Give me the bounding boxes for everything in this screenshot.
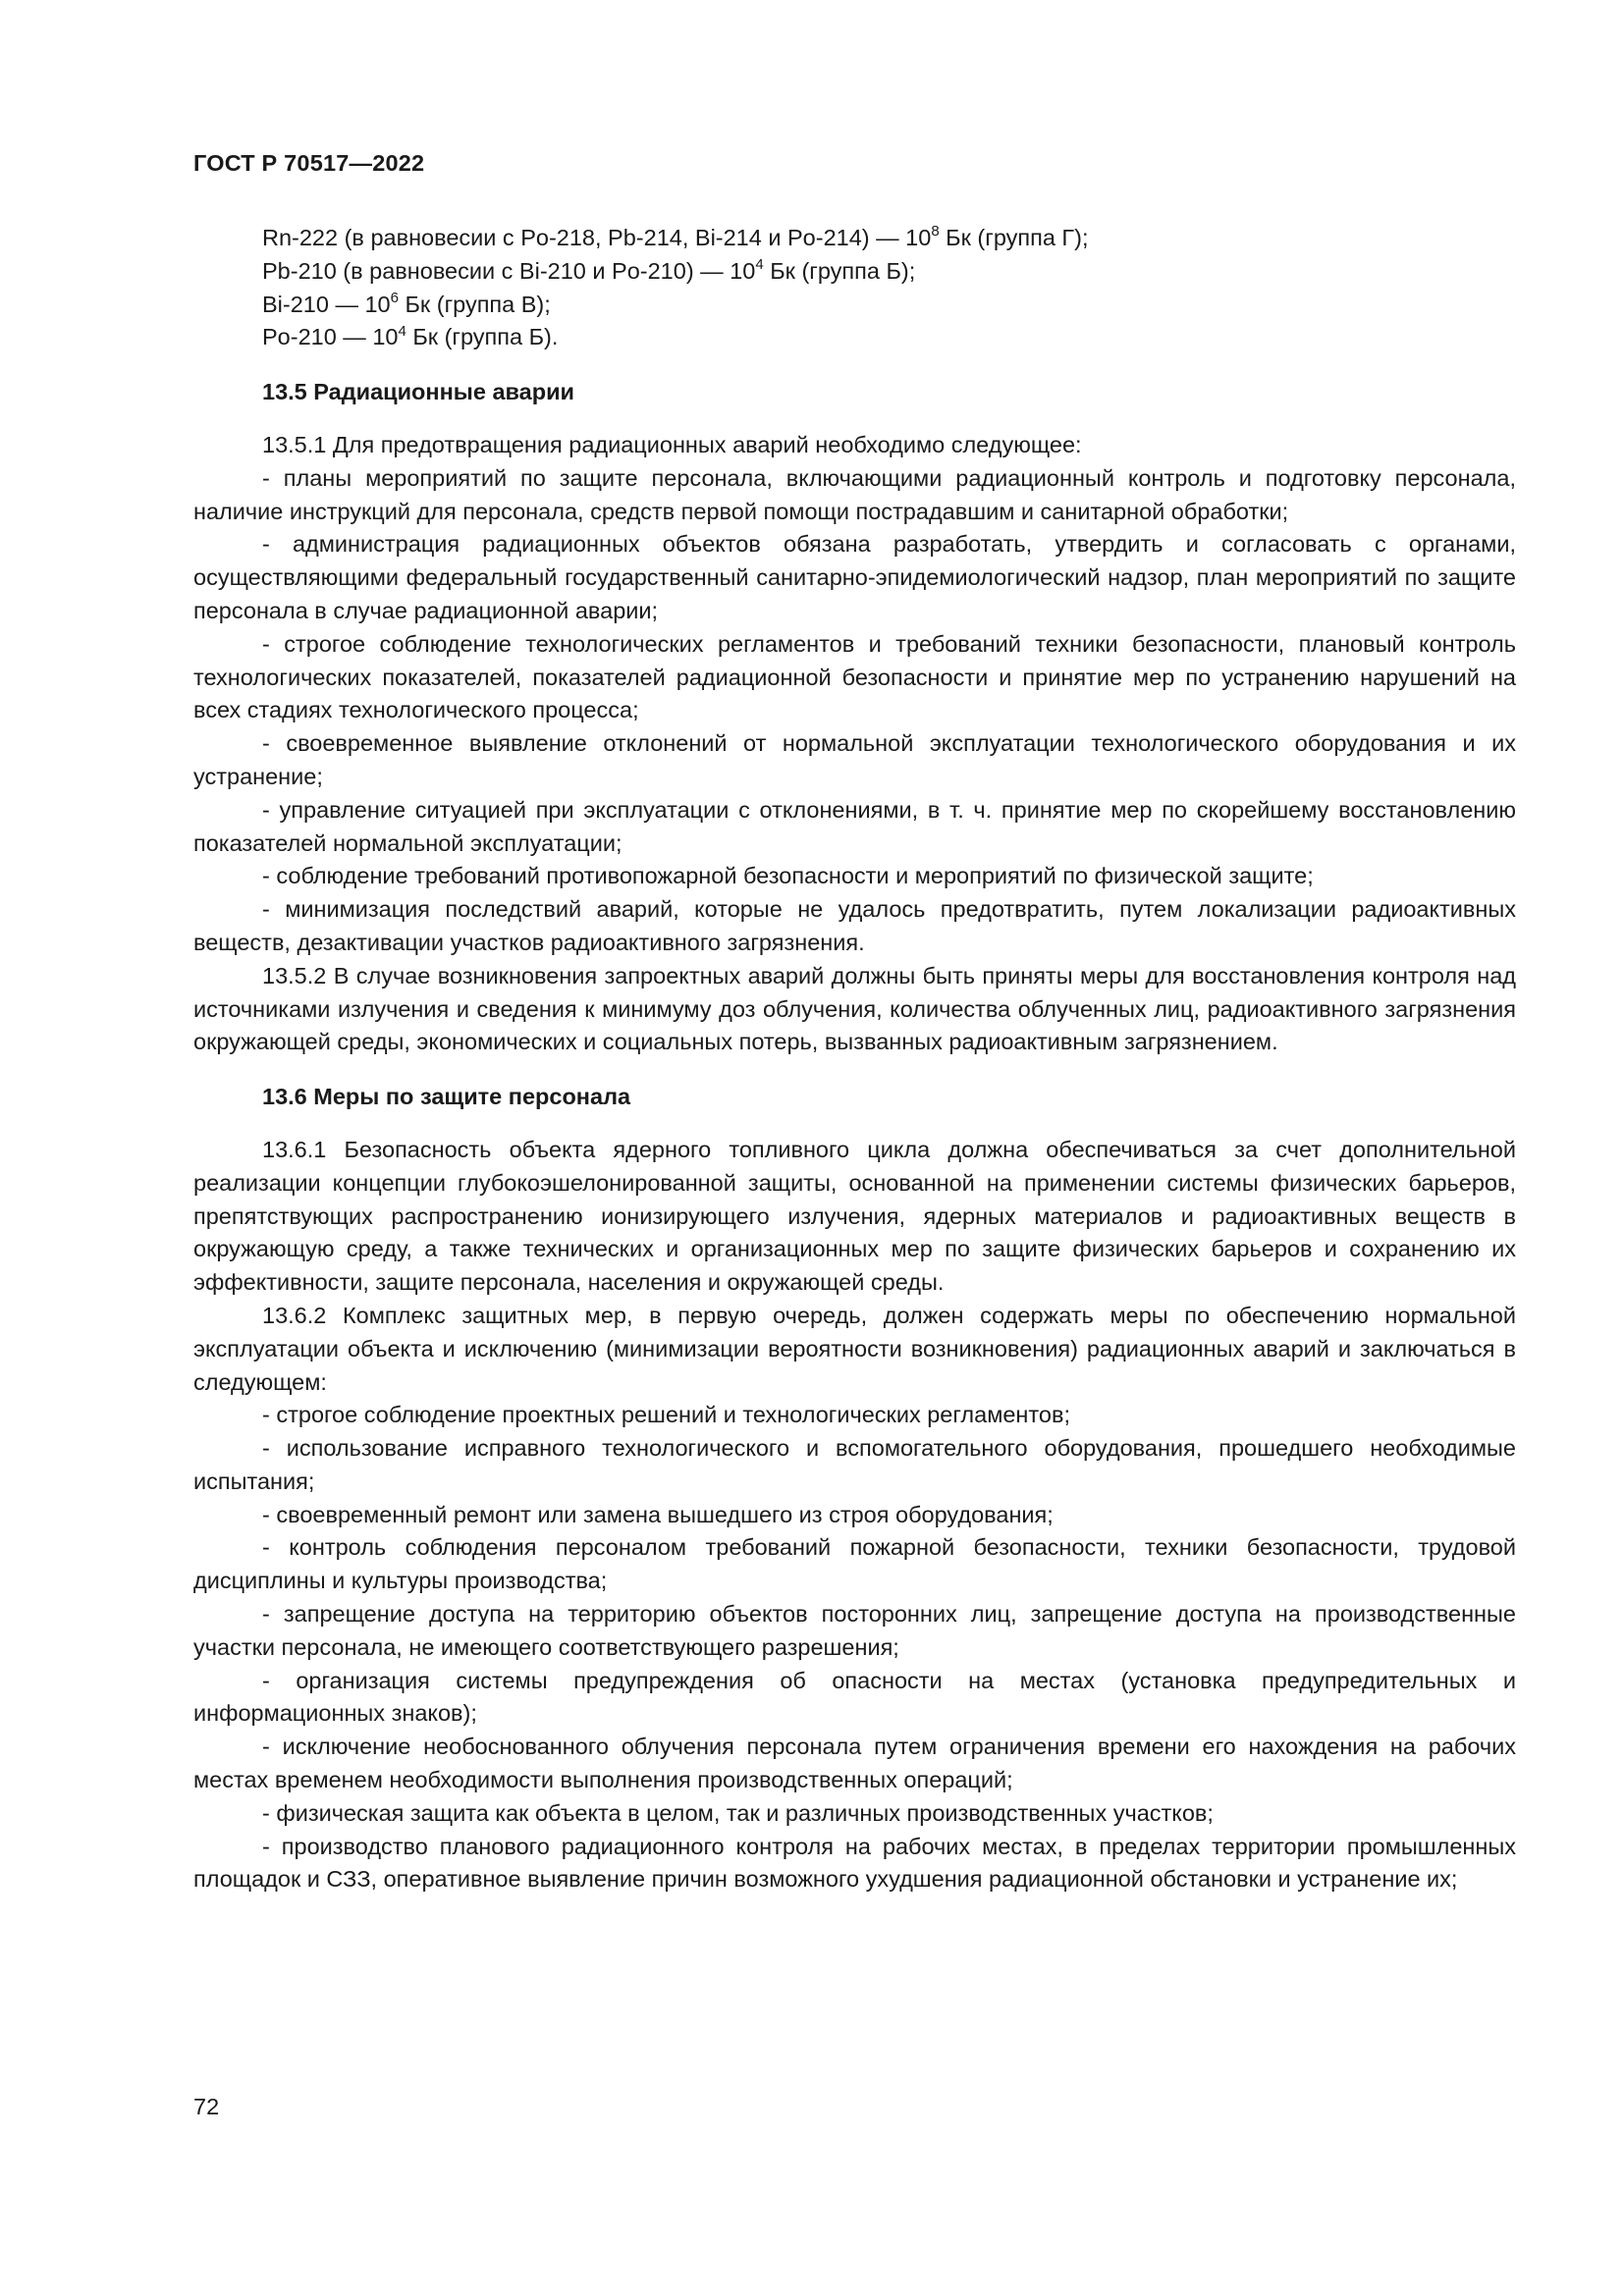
page-number: 72: [193, 2094, 220, 2119]
paragraph: 13.5.2 В случае возникновения запроектных аварий должны быть приняты меры для восстановления контроля над источниками излучения и сведения к минимуму доз облучения, количества облученных лиц, радиоактивного загрязнения окружающей среды, экономических и социальных потерь, вызванных радиоактивным загрязнением.: [193, 962, 1516, 1055]
paragraph: 13.6.1 Безопасность объекта ядерного топливного цикла должна обеспечиваться за счет дополнительной реализации концепции глубокоэшелонированной защиты, основанной на применении системы физических барьеров, препятствующих распространению ионизирующего излучения, ядерных материалов и радиоактивных веществ в окружающую среду, а также технических и организационных мер по защите физических барьеров и сохранению их эффективности, защите персонала, населения и окружающей среды.: [193, 1136, 1516, 1296]
paragraph: 13.6.2 Комплекс защитных мер, в первую очередь, должен содержать меры по обеспечению нормальной эксплуатации объекта и исключению (минимизации вероятности возникновения) радиационных аварий и заключаться в следующем:: [193, 1302, 1516, 1395]
list-item: - контроль соблюдения персоналом требований пожарной безопасности, техники безопасности, трудовой дисциплины и культуры производства;: [193, 1534, 1516, 1594]
list-item: - строгое соблюдение проектных решений и технологических регламентов;: [262, 1402, 1070, 1428]
list-item: - организация системы предупреждения об опасности на местах (установка предупредительных и информационных знаков);: [193, 1667, 1516, 1727]
list-item: - своевременный ремонт или замена вышедшего из строя оборудования;: [262, 1501, 1054, 1527]
isotope-line: Bi-210 — $10^6$ Бк (группа В);: [262, 289, 551, 317]
page-body: [193, 222, 1516, 1896]
isotope-line: Rn-222 (в равновесии с Po-218, Pb-214, Bi-214 и Po-214) — $10^8$ Бк (группа Г);: [262, 223, 1089, 250]
list-item: - планы мероприятий по защите персонала, включающими радиационный контроль и подготовку персонала, наличие инструкций для персонала, средств первой помощи пострадавшим и санитарной обработки;: [193, 464, 1516, 524]
list-item: - физическая защита как объекта в целом, так и различных производственных участков;: [262, 1799, 1214, 1826]
list-item: - производство планового радиационного контроля на рабочих местах, в пределах территории промышленных площадок и СЗЗ, оперативное выявление причин возможного ухудшения радиационной обстановки и устранение их;: [193, 1833, 1516, 1893]
list-item: - управление ситуацией при эксплуатации с отклонениями, в т. ч. принятие мер по скорейшему восстановлению показателей нормальной эксплуатации;: [193, 796, 1516, 856]
list-item: - строгое соблюдение технологических регламентов и требований техники безопасности, плановый контроль технологических показателей, показателей радиационной безопасности и принятие мер по устранению нарушений на всех стадиях технологического процесса;: [193, 630, 1516, 723]
list-item: - запрещение доступа на территорию объектов посторонних лиц, запрещение доступа на производственные участки персонала, не имеющего соответствующего разрешения;: [193, 1601, 1516, 1660]
list-item: - исключение необоснованного облучения персонала путем ограничения времени его нахождения на рабочих местах временем необходимости выполнения производственных операций;: [193, 1734, 1516, 1793]
isotope-line: Pb-210 (в равновесии с Bi-210 и Po-210) — $10^4$ Бк (группа Б);: [262, 255, 916, 284]
section-heading: 13.5 Радиационные аварии: [262, 379, 574, 405]
document-id-header: ГОСТ Р 70517—2022: [193, 150, 425, 176]
isotope-line: Po-210 — $10^4$ Бк (группа Б).: [262, 322, 559, 350]
section-heading: 13.6 Меры по защите персонала: [262, 1084, 631, 1110]
list-item: - соблюдение требований противопожарной безопасности и мероприятий по физической защите;: [262, 863, 1314, 889]
list-item: - минимизация последствий аварий, которые не удалось предотвратить, путем локализации радиоактивных веществ, дезактивации участков радиоактивного загрязнения.: [193, 896, 1516, 955]
paragraph: 13.5.1 Для предотвращения радиационных аварий необходимо следующее:: [262, 431, 1082, 457]
list-item: - своевременное выявление отклонений от нормальной эксплуатации технологического оборудования и их устранение;: [193, 730, 1516, 789]
list-item: - использование исправного технологического и вспомогательного оборудования, прошедшего необходимые испытания;: [193, 1435, 1516, 1494]
list-item: - администрация радиационных объектов обязана разработать, утвердить и согласовать с органами, осуществляющими федеральный государственный санитарно-эпидемиологический надзор, план мероприятий по защите персонала в случае радиационной аварии;: [193, 531, 1516, 623]
